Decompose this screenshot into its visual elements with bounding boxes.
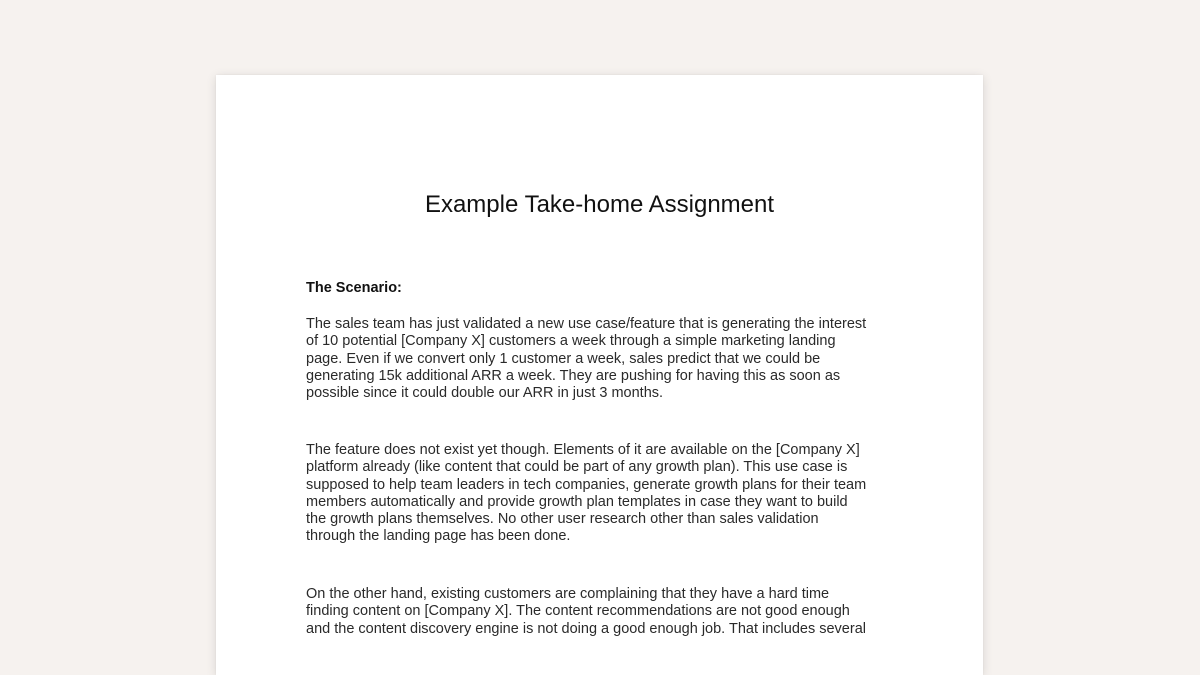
paragraph-customer-complaints [306, 586, 896, 638]
text-line: members automatically and provide growth plan templates in case they want to build [306, 493, 848, 510]
text-line: the growth plans themselves. No other user research other than sales validation [306, 511, 819, 528]
text-line: finding content on [Company X]. The content recommendations are not good enough [306, 603, 850, 620]
text-line: page. Even if we convert only 1 customer a week, sales predict that we could be [306, 350, 821, 367]
text-line: On the other hand, existing customers are complaining that they have a hard time [306, 586, 830, 602]
document-title: Example Take-home Assignment [424, 191, 775, 218]
paragraph-sales-validation [306, 316, 896, 402]
text-line: supposed to help team leaders in tech companies, generate growth plans for their team [306, 476, 867, 493]
text-line: through the landing page has been done. [306, 528, 571, 545]
text-line: generating 15k additional ARR a week. They are pushing for having this as soon as [306, 367, 841, 384]
text-line: The sales team has just validated a new use case/feature that is generating the interest [306, 316, 867, 332]
text-line: The feature does not exist yet though. Elements of it are available on the [Company X] [306, 442, 860, 458]
text-line: platform already (like content that could be part of any growth plan). This use case is [306, 459, 848, 476]
text-line: of 10 potential [Company X] customers a week through a simple marketing landing [306, 333, 836, 350]
section-heading-scenario: The Scenario: [306, 280, 402, 296]
text-line: and the content discovery engine is not doing a good enough job. That includes several [306, 620, 866, 637]
paragraph-feature-status [306, 442, 896, 546]
document-page [216, 75, 983, 675]
text-line: possible since it could double our ARR in just 3 months. [306, 385, 664, 402]
